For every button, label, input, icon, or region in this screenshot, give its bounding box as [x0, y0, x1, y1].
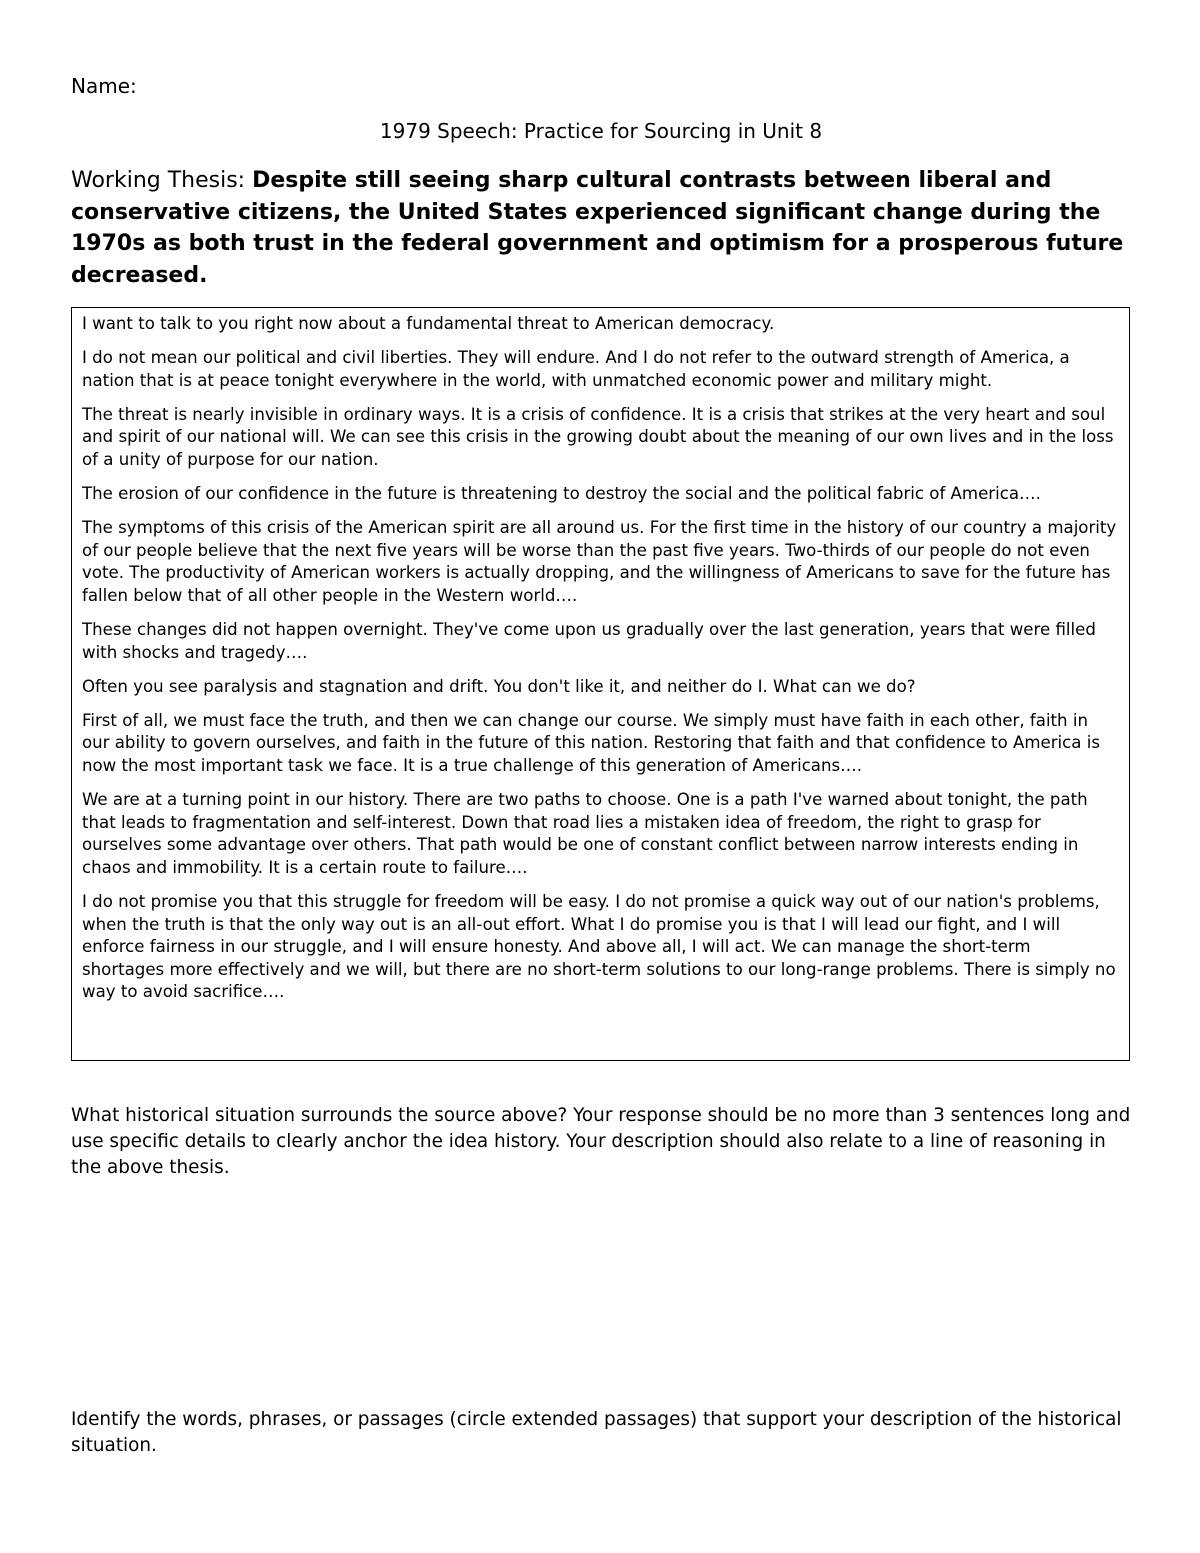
working-thesis	[71, 165, 1131, 291]
question-historical-situation: What historical situation surrounds the source above? Your response should be no more than 3 sentences long and use specific details to clearly anchor the idea history. Your description should also relate to a line of reasoning in the above thesis.	[71, 1105, 1131, 1178]
speech-paragraph: These changes did not happen overnight. They've come upon us gradually over the last generation, years that were filled with shocks and tragedy….	[82, 620, 1096, 662]
speech-paragraph: We are at a turning point in our history. There are two paths to choose. One is a path I've warned about tonight, the path that leads to fragmentation and self-interest. Down that road lies a mistaken idea of freedom, the right to grasp for ourselves some advantage over others. That path would be one of constant conflict between narrow interests ending in chaos and immobility. It is a certain route to failure….	[82, 790, 1088, 877]
thesis-text: Despite still seeing sharp cultural contrasts between liberal and conservative citizens, the United States experienced significant change during the 1970s as both trust in the federal government and optimism for a prosperous future decreased.	[71, 168, 1124, 288]
speech-paragraph: I do not promise you that this struggle for freedom will be easy. I do not promise a quick way out of our nation's problems, when the truth is that the only way out is an all-out effort. What I do promise you is that I will lead our fight, and I will enforce fairness in our struggle, and I will ensure honesty. And above all, I will act. We can manage the short-term shortages more effectively and we will, but there are no short-term solutions to our long-range problems. There is simply no way to avoid sacrifice….	[82, 891, 1116, 1002]
speech-paragraph: First of all, we must face the truth, and then we can change our course. We simply must have faith in each other, faith in our ability to govern ourselves, and faith in the future of this nation. Restoring that faith and that confidence to America is now the most important task we face. It is a true challenge of this generation of Americans….	[82, 710, 1100, 775]
thesis-label: Working Thesis:	[71, 168, 253, 193]
speech-paragraph: The threat is nearly invisible in ordinary ways. It is a crisis of confidence. It is a crisis that strikes at the very heart and soul and spirit of our national will. We can see this crisis in the growing doubt about the meaning of our own lives and in the loss of a unity of purpose for our nation.	[82, 404, 1114, 469]
page-title: 1979 Speech: Practice for Sourcing in Unit 8	[379, 119, 823, 143]
speech-paragraph: The symptoms of this crisis of the American spirit are all around us. For the first time in the history of our country a majority of our people believe that the next five years will be worse than the past five years. Two-thirds of our people do not even vote. The productivity of American workers is actually dropping, and the willingness of Americans to save for the future has fallen below that of all other people in the Western world….	[82, 518, 1117, 605]
speech-paragraph: I want to talk to you right now about a fundamental threat to American democracy.	[82, 314, 775, 333]
speech-paragraph: The erosion of our confidence in the future is threatening to destroy the social and the political fabric of America….	[82, 484, 1041, 504]
speech-excerpt-box	[71, 307, 1130, 1061]
question-supporting-passages: Identify the words, phrases, or passages (circle extended passages) that support your description of the historical situation.	[71, 1409, 1122, 1456]
name-label: Name:	[71, 74, 137, 98]
speech-paragraph: I do not mean our political and civil liberties. They will endure. And I do not refer to the outward strength of America, a nation that is at peace tonight everywhere in the world, with unmatched economic power and military might.	[82, 348, 1070, 390]
speech-paragraph: Often you see paralysis and stagnation and drift. You don't like it, and neither do I. What can we do?	[82, 676, 916, 696]
